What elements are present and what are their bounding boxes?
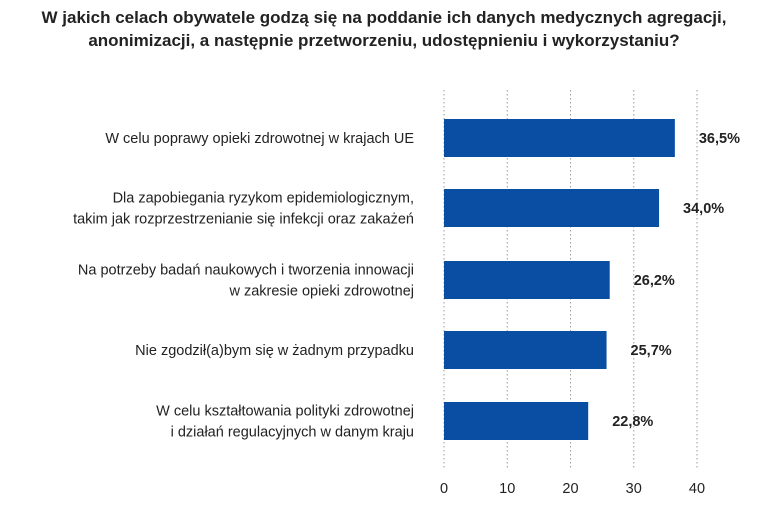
bar: [444, 402, 588, 440]
bar: [444, 261, 610, 299]
category-label: Na potrzeby badań naukowych i tworzenia innowacji: [77, 262, 414, 279]
category-label: i działań regulacyjnych w danym kraju: [170, 424, 414, 441]
x-tick-label: 0: [439, 481, 449, 497]
chart-title-line-1: W jakich celach obywatele godzą się na poddanie ich danych medycznych agregacji,: [41, 8, 727, 27]
labels-layer: [73, 131, 740, 441]
category-label: Dla zapobiegania ryzykom epidemiologicznym,: [112, 190, 414, 207]
x-tick-label: 10: [499, 481, 516, 497]
bar: [444, 331, 607, 369]
category-label: W celu kształtowania polityki zdrowotnej: [156, 403, 414, 420]
category-label: Nie zgodził(a)bym się w żadnym przypadku: [135, 343, 414, 359]
chart-title-line-2: anonimizacji, a następnie przetworzeniu, udostępnieniu i wykorzystaniu?: [88, 31, 680, 50]
category-label: takim jak rozprzestrzenianie się infekcji oraz zakażeń: [73, 211, 414, 228]
x-tick-label: 30: [625, 481, 642, 497]
x-axis-ticks: [440, 481, 705, 497]
data-label: 36,5%: [698, 131, 740, 147]
category-label: w zakresie opieki zdrowotnej: [229, 283, 414, 300]
data-label: 25,7%: [630, 343, 672, 359]
category-label: W celu poprawy opieki zdrowotnej w krajach UE: [105, 131, 414, 147]
data-label: 34,0%: [683, 201, 725, 217]
bar: [444, 189, 659, 227]
x-tick-label: 20: [562, 481, 579, 497]
bar: [444, 119, 675, 157]
x-tick-label: 40: [688, 481, 706, 497]
data-label: 22,8%: [612, 414, 654, 430]
data-label: 26,2%: [633, 273, 675, 289]
